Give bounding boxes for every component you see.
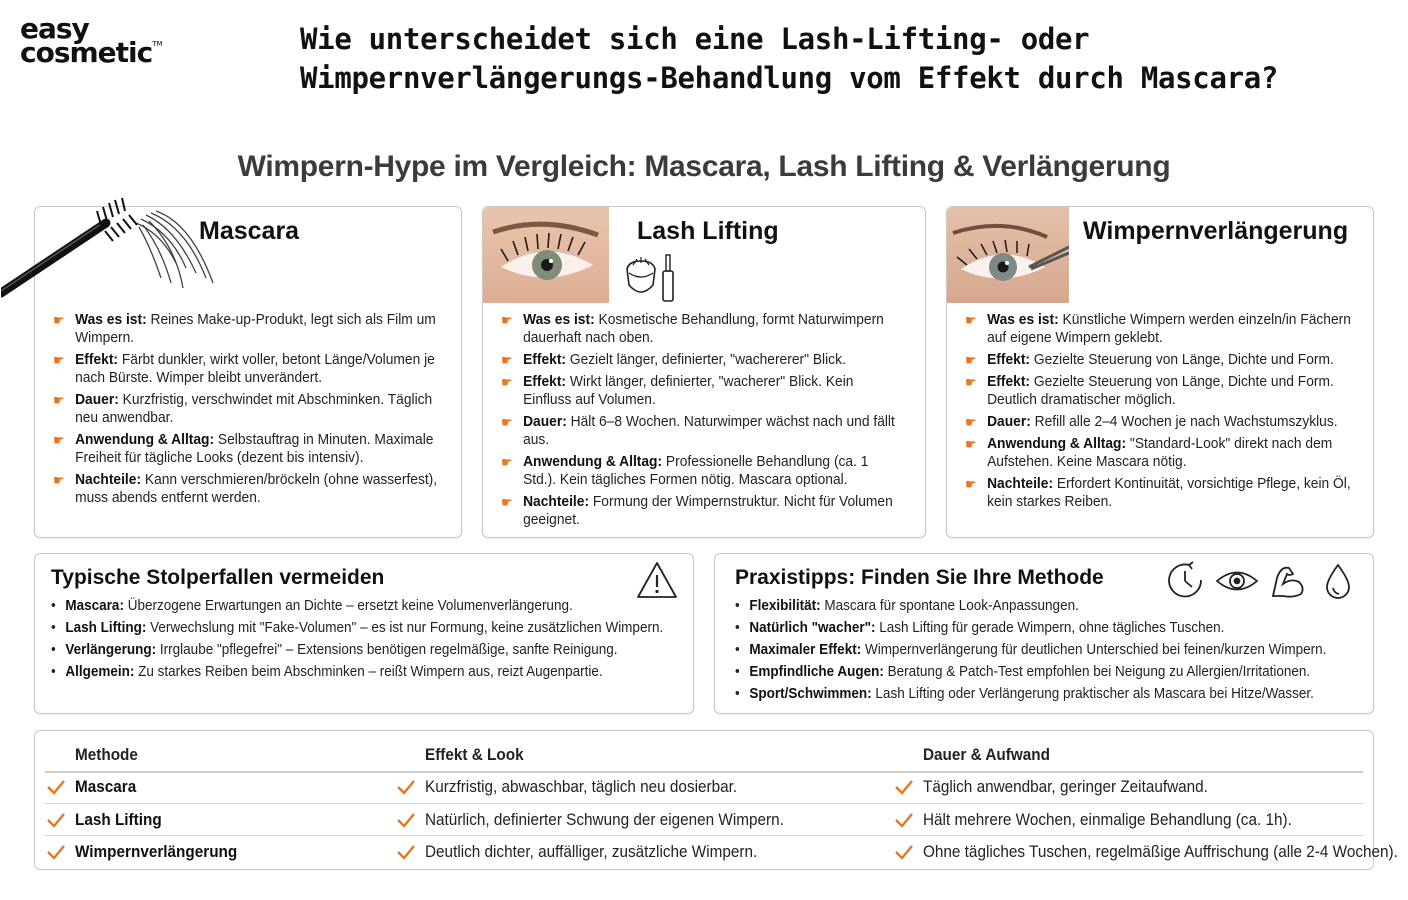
item-label: Dauer: bbox=[75, 391, 119, 408]
hand-pointer-icon: ☛ bbox=[965, 414, 977, 430]
hand-pointer-icon: ☛ bbox=[965, 374, 977, 390]
hand-pointer-icon: ☛ bbox=[965, 476, 977, 492]
item-label: Flexibilität: bbox=[749, 597, 821, 614]
item-label: Was es ist: bbox=[523, 311, 595, 328]
check-icon bbox=[397, 779, 415, 795]
item-label: Sport/Schwimmen: bbox=[749, 685, 872, 702]
item-text: Überzogene Erwartungen an Dichte – ersetzt keine Volumenverlängerung. bbox=[123, 597, 573, 614]
item-text: Formung der Wimpernstruktur. Nicht für Volumen geeignet. bbox=[523, 493, 893, 528]
item-label: Effekt: bbox=[523, 373, 567, 390]
list-item bbox=[965, 475, 1355, 511]
eye-photo bbox=[483, 207, 609, 303]
item-label: Verlängerung: bbox=[65, 641, 157, 658]
item-text: Beratung & Patch-Test empfohlen bei Neigung zu Allergien/Irritationen. bbox=[883, 663, 1311, 680]
hand-pointer-icon: ☛ bbox=[965, 436, 977, 452]
item-text: Professionelle Behandlung (ca. 1 Std.). Kein tägliches Formen nötig. Mascara optional. bbox=[523, 453, 869, 488]
hand-pointer-icon: ☛ bbox=[501, 494, 513, 510]
page-title-line-1: Wie unterscheidet sich eine Lash-Lifting- oder bbox=[300, 22, 1090, 56]
item-label: Allgemein: bbox=[65, 663, 135, 680]
item-text: Gezielte Steuerung von Länge, Dichte und Form. bbox=[1030, 351, 1334, 368]
check-icon bbox=[397, 812, 415, 828]
list-item bbox=[501, 351, 903, 369]
item-label: Effekt: bbox=[75, 351, 119, 368]
list-item bbox=[735, 661, 1326, 683]
list-item bbox=[51, 617, 663, 639]
list-item bbox=[53, 311, 445, 347]
list-item bbox=[965, 311, 1355, 347]
item-label: Was es ist: bbox=[75, 311, 147, 328]
item-text: Selbstauftrag in Minuten. Maximale Freiheit für tägliche Looks (dezent bis intensiv). bbox=[75, 431, 434, 466]
item-label: Anwendung & Alltag: bbox=[987, 435, 1127, 452]
item-label: Lash Lifting: bbox=[65, 619, 147, 636]
lash-lifting-list bbox=[501, 311, 906, 533]
list-item bbox=[53, 431, 445, 467]
eye-tweezer-icon bbox=[947, 207, 1069, 303]
cell-methode: Mascara bbox=[75, 777, 137, 796]
item-text: "Standard-Look" direkt nach dem Aufstehen. Keine Mascara nötig. bbox=[987, 435, 1333, 470]
list-item bbox=[53, 471, 445, 507]
item-text: Kosmetische Behandlung, formt Naturwimpern dauerhaft nach oben. bbox=[523, 311, 884, 346]
cell-dauer: Ohne tägliches Tuschen, regelmäßige Auffrischung (alle 2-4 Wochen). bbox=[923, 842, 1398, 861]
list-item bbox=[735, 683, 1326, 705]
logo-line-2 bbox=[20, 35, 163, 69]
page-title bbox=[300, 20, 1300, 98]
item-text: Wirkt länger, definierter, "wacherer" Blick. Kein Einfluss auf Volumen. bbox=[523, 373, 854, 408]
card-title-lash-lifting: Lash Lifting bbox=[637, 217, 779, 245]
cell-methode: Lash Lifting bbox=[75, 810, 162, 829]
list-item bbox=[501, 453, 903, 489]
check-icon bbox=[397, 844, 415, 860]
card-mascara bbox=[34, 206, 462, 538]
item-label: Anwendung & Alltag: bbox=[75, 431, 215, 448]
logo-line-1: easy bbox=[20, 12, 89, 45]
clock-icon bbox=[1169, 562, 1201, 596]
hand-pointer-icon: ☛ bbox=[53, 392, 65, 408]
eye-tweezer-photo bbox=[947, 207, 1069, 303]
item-text: Zu starkes Reiben beim Abschminken – reißt Wimpern aus, reizt Augenpartie. bbox=[134, 663, 603, 680]
item-text: Refill alle 2–4 Wochen je nach Wachstumszyklus. bbox=[1030, 413, 1338, 430]
item-label: Nachteile: bbox=[523, 493, 590, 510]
list-item bbox=[965, 373, 1355, 409]
hand-pointer-icon: ☛ bbox=[501, 454, 513, 470]
item-text: Irrglaube "pflegefrei" – Extensions benötigen regelmäßige, sanfte Reinigung. bbox=[156, 641, 618, 658]
item-label: Effekt: bbox=[987, 351, 1031, 368]
page-title-line-2: Wimpernverlängerungs-Behandlung vom Effekt durch Mascara? bbox=[300, 61, 1279, 95]
list-item bbox=[501, 373, 903, 409]
item-label: Mascara: bbox=[65, 597, 124, 614]
mascara-wand-icon bbox=[1, 193, 241, 313]
item-label: Empfindliche Augen: bbox=[749, 663, 884, 680]
list-item bbox=[735, 617, 1326, 639]
warning-icon bbox=[635, 560, 679, 600]
item-text: Kann verschmieren/bröckeln (ohne wasserfest), muss abends entfernt werden. bbox=[75, 471, 438, 506]
item-text: Färbt dunkler, wirkt voller, betont Länge/Volumen je nach Bürste. Wimper bleibt unverändert. bbox=[75, 351, 435, 386]
item-label: Natürlich "wacher": bbox=[749, 619, 876, 636]
logo-word: cosmetic bbox=[20, 35, 153, 69]
header-methode: Methode bbox=[75, 745, 138, 764]
hand-pointer-icon: ☛ bbox=[501, 312, 513, 328]
item-text: Lash Lifting für gerade Wimpern, ohne tägliches Tuschen. bbox=[875, 619, 1225, 636]
card-title-mascara: Mascara bbox=[199, 217, 300, 245]
list-item bbox=[501, 493, 903, 529]
card-wimpernverlaengerung bbox=[946, 206, 1374, 538]
list-item bbox=[965, 351, 1355, 369]
list-item bbox=[501, 413, 903, 449]
check-icon bbox=[895, 844, 913, 860]
list-item bbox=[965, 413, 1355, 431]
list-item bbox=[53, 391, 445, 427]
table-row bbox=[45, 803, 1363, 835]
card-lash-lifting bbox=[482, 206, 926, 538]
pitfalls-list bbox=[51, 595, 731, 683]
item-label: Maximaler Effekt: bbox=[749, 641, 862, 658]
item-label: Effekt: bbox=[523, 351, 567, 368]
item-text: Hält 6–8 Wochen. Naturwimper wächst nach und fällt aus. bbox=[523, 413, 895, 448]
check-icon bbox=[47, 844, 65, 860]
check-icon bbox=[895, 779, 913, 795]
lifting-tools-icon bbox=[621, 251, 681, 305]
check-icon bbox=[47, 779, 65, 795]
tips-list bbox=[735, 595, 1392, 705]
hand-pointer-icon: ☛ bbox=[965, 352, 977, 368]
item-label: Nachteile: bbox=[75, 471, 142, 488]
eye-icon bbox=[483, 207, 609, 303]
pitfalls-box bbox=[34, 553, 694, 714]
tips-box bbox=[714, 553, 1374, 714]
mascara-list bbox=[53, 311, 448, 511]
hand-pointer-icon: ☛ bbox=[501, 374, 513, 390]
flexed-arm-icon bbox=[1273, 568, 1303, 597]
eye-outline-icon bbox=[1217, 573, 1257, 590]
hand-pointer-icon: ☛ bbox=[53, 472, 65, 488]
item-label: Was es ist: bbox=[987, 311, 1059, 328]
list-item bbox=[735, 595, 1326, 617]
check-icon bbox=[895, 812, 913, 828]
list-item bbox=[53, 351, 445, 387]
hand-pointer-icon: ☛ bbox=[53, 352, 65, 368]
drop-icon bbox=[1327, 565, 1349, 598]
list-item bbox=[51, 661, 663, 683]
tips-title: Praxistipps: Finden Sie Ihre Methode bbox=[735, 566, 1104, 589]
table-row bbox=[45, 771, 1363, 803]
hand-pointer-icon: ☛ bbox=[501, 352, 513, 368]
comparison-table bbox=[34, 730, 1398, 870]
header-effekt: Effekt & Look bbox=[425, 745, 524, 764]
item-text: Kurzfristig, verschwindet mit Abschminken. Täglich neu anwendbar. bbox=[75, 391, 433, 426]
item-text: Verwechslung mit "Fake-Volumen" – es ist nur Formung, keine zusätzlichen Wimpern. bbox=[146, 619, 664, 636]
table-row bbox=[45, 835, 1398, 867]
cell-dauer: Hält mehrere Wochen, einmalige Behandlung (ca. 1h). bbox=[923, 810, 1292, 829]
item-label: Effekt: bbox=[987, 373, 1031, 390]
logo-trademark: TM bbox=[152, 39, 163, 48]
list-item bbox=[501, 311, 903, 347]
brand-logo bbox=[20, 12, 163, 69]
item-text: Wimpernverlängerung für deutlichen Unterschied bei feinen/kurzen Wimpern. bbox=[861, 641, 1327, 658]
header-dauer: Dauer & Aufwand bbox=[923, 745, 1050, 764]
item-text: Reines Make-up-Produkt, legt sich als Film um Wimpern. bbox=[75, 311, 436, 346]
cell-effekt: Natürlich, definierter Schwung der eigenen Wimpern. bbox=[425, 810, 784, 829]
item-text: Lash Lifting oder Verlängerung praktischer als Mascara bei Hitze/Wasser. bbox=[871, 685, 1314, 702]
check-icon bbox=[47, 812, 65, 828]
item-label: Nachteile: bbox=[987, 475, 1054, 492]
cell-methode: Wimpernverlängerung bbox=[75, 842, 238, 861]
item-text: Erfordert Kontinuität, vorsichtige Pflege, kein Öl, kein starkes Reiben. bbox=[987, 475, 1351, 510]
cell-effekt: Deutlich dichter, auffälliger, zusätzliche Wimpern. bbox=[425, 842, 758, 861]
item-label: Dauer: bbox=[987, 413, 1031, 430]
mascara-wand-image bbox=[1, 193, 241, 313]
item-text: Künstliche Wimpern werden einzeln/in Fächern auf eigene Wimpern geklebt. bbox=[987, 311, 1351, 346]
card-title-wimpernverlaengerung: Wimpernverlängerung bbox=[1083, 217, 1349, 245]
item-label: Anwendung & Alltag: bbox=[523, 453, 663, 470]
wimpernverlaengerung-list bbox=[965, 311, 1358, 515]
item-label: Dauer: bbox=[523, 413, 567, 430]
list-item bbox=[51, 595, 663, 617]
hand-pointer-icon: ☛ bbox=[53, 432, 65, 448]
page-subtitle: Wimpern-Hype im Vergleich: Mascara, Lash Lifting & Verlängerung bbox=[237, 150, 1171, 183]
pitfalls-title: Typische Stolperfallen vermeiden bbox=[51, 566, 385, 589]
table-header-row bbox=[45, 739, 1363, 771]
cell-dauer: Täglich anwendbar, geringer Zeitaufwand. bbox=[923, 777, 1208, 796]
item-text: Mascara für spontane Look-Anpassungen. bbox=[820, 597, 1079, 614]
hand-pointer-icon: ☛ bbox=[53, 312, 65, 328]
cell-effekt: Kurzfristig, abwaschbar, täglich neu dosierbar. bbox=[425, 777, 738, 796]
item-text: Gezielte Steuerung von Länge, Dichte und Form. Deutlich dramatischer möglich. bbox=[987, 373, 1334, 408]
item-text: Gezielt länger, definierter, "wachererer" Blick. bbox=[566, 351, 846, 368]
list-item bbox=[51, 639, 663, 661]
hand-pointer-icon: ☛ bbox=[501, 414, 513, 430]
hand-pointer-icon: ☛ bbox=[965, 312, 977, 328]
list-item bbox=[965, 435, 1355, 471]
list-item bbox=[735, 639, 1326, 661]
